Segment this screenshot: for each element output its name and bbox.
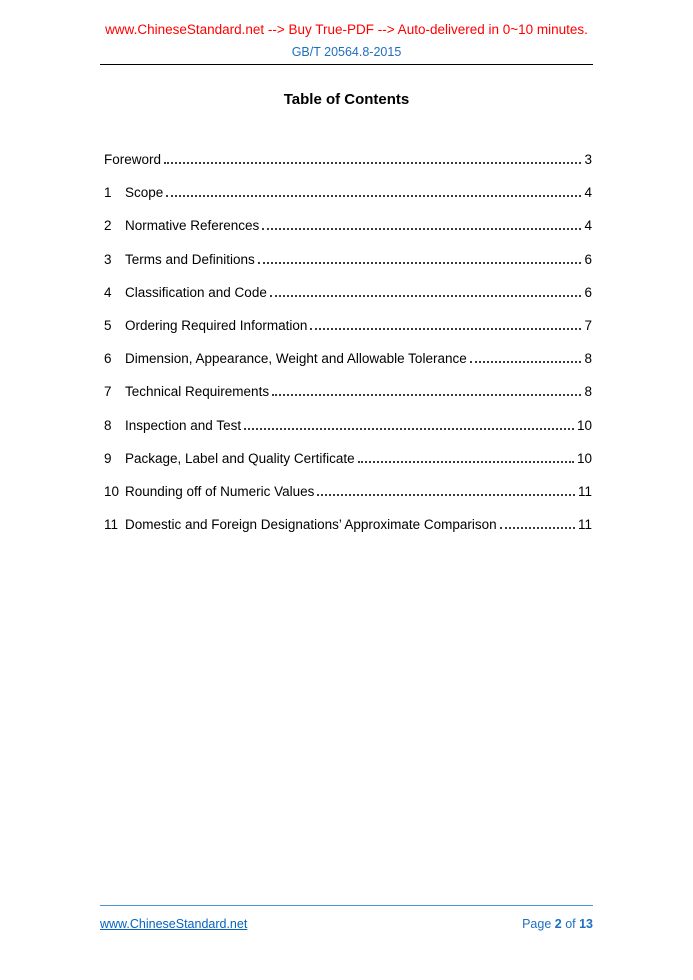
toc-entry-number: 5 (104, 317, 112, 333)
toc-entry-title: Technical Requirements (125, 384, 270, 400)
toc-entry-title: Foreword (104, 152, 162, 167)
toc-entry-title: Inspection and Test (125, 417, 242, 433)
toc-entry-page: 6 (584, 251, 592, 267)
toc-entry (104, 318, 592, 333)
toc-entry-page: 11 (577, 517, 592, 533)
toc-dot-leader (166, 195, 581, 197)
toc-entry-title: Scope (125, 185, 164, 201)
header-divider (100, 64, 593, 65)
toc-entry (104, 152, 592, 167)
toc-entry-number: 11 (104, 517, 119, 533)
toc-entry (104, 517, 592, 532)
toc-entry-page: 4 (584, 218, 592, 234)
toc-entry-number: 6 (104, 351, 112, 367)
toc-entry-number: 8 (104, 417, 112, 433)
toc-entry-title: Terms and Definitions (125, 251, 255, 267)
toc-entry-title: Ordering Required Information (125, 317, 308, 333)
table-of-contents (104, 152, 592, 532)
toc-entry (104, 185, 592, 200)
toc-dot-leader (500, 527, 575, 529)
toc-entry-number: 9 (104, 450, 112, 466)
toc-entry-number: 2 (104, 218, 112, 234)
toc-dot-leader (164, 162, 581, 164)
toc-entry-title: Normative References (125, 218, 260, 234)
current-page-number: 2 (554, 917, 562, 931)
toc-entry-page: 10 (576, 450, 592, 466)
toc-dot-leader (310, 328, 581, 330)
toc-entry (104, 418, 592, 433)
toc-entry-number: 10 (104, 483, 120, 499)
toc-entry-page: 4 (584, 185, 592, 201)
toc-entry (104, 218, 592, 233)
toc-entry (104, 384, 592, 399)
toc-entry-title: Domestic and Foreign Designations’ Approximate Comparison (125, 517, 497, 533)
page-of-label: of (561, 917, 580, 931)
toc-dot-leader (358, 461, 574, 463)
toc-entry (104, 451, 592, 466)
toc-dot-leader (270, 295, 582, 297)
toc-dot-leader (470, 361, 582, 363)
page-title: Table of Contents (283, 91, 410, 108)
toc-entry (104, 252, 592, 267)
toc-dot-leader (244, 428, 574, 430)
toc-entry-title: Rounding off of Numeric Values (125, 483, 315, 499)
standard-code: GB/T 20564.8-2015 (291, 45, 402, 59)
toc-entry-title: Dimension, Appearance, Weight and Allowable Tolerance (125, 351, 467, 367)
toc-entry-page: 11 (577, 483, 592, 499)
toc-entry-page: 10 (576, 417, 592, 433)
footer-website-link[interactable]: www.ChineseStandard.net (100, 917, 248, 931)
page-label: Page (522, 917, 555, 931)
toc-entry-page: 6 (584, 284, 592, 300)
toc-dot-leader (317, 494, 575, 496)
promo-banner-link[interactable]: www.ChineseStandard.net --> Buy True-PDF --> Auto-delivered in 0~10 minutes. (105, 22, 588, 37)
toc-entry-page: 7 (584, 317, 592, 333)
total-page-number: 13 (579, 917, 593, 931)
toc-entry-page: 8 (584, 351, 592, 367)
page-footer (100, 905, 593, 931)
toc-entry-number: 1 (104, 185, 112, 201)
toc-dot-leader (258, 262, 582, 264)
toc-entry-number: 3 (104, 251, 112, 267)
toc-entry (104, 285, 592, 300)
toc-entry-title: Classification and Code (125, 284, 267, 300)
toc-dot-leader (272, 394, 581, 396)
toc-entry-title: Package, Label and Quality Certificate (125, 450, 355, 466)
toc-entry (104, 351, 592, 366)
toc-dot-leader (262, 228, 581, 230)
toc-entry-page: 8 (584, 384, 592, 400)
page-number-indicator (522, 917, 593, 931)
toc-entry-number: 7 (104, 384, 112, 400)
toc-entry (104, 484, 592, 499)
toc-entry-number: 4 (104, 284, 112, 300)
toc-entry-page: 3 (584, 152, 592, 167)
